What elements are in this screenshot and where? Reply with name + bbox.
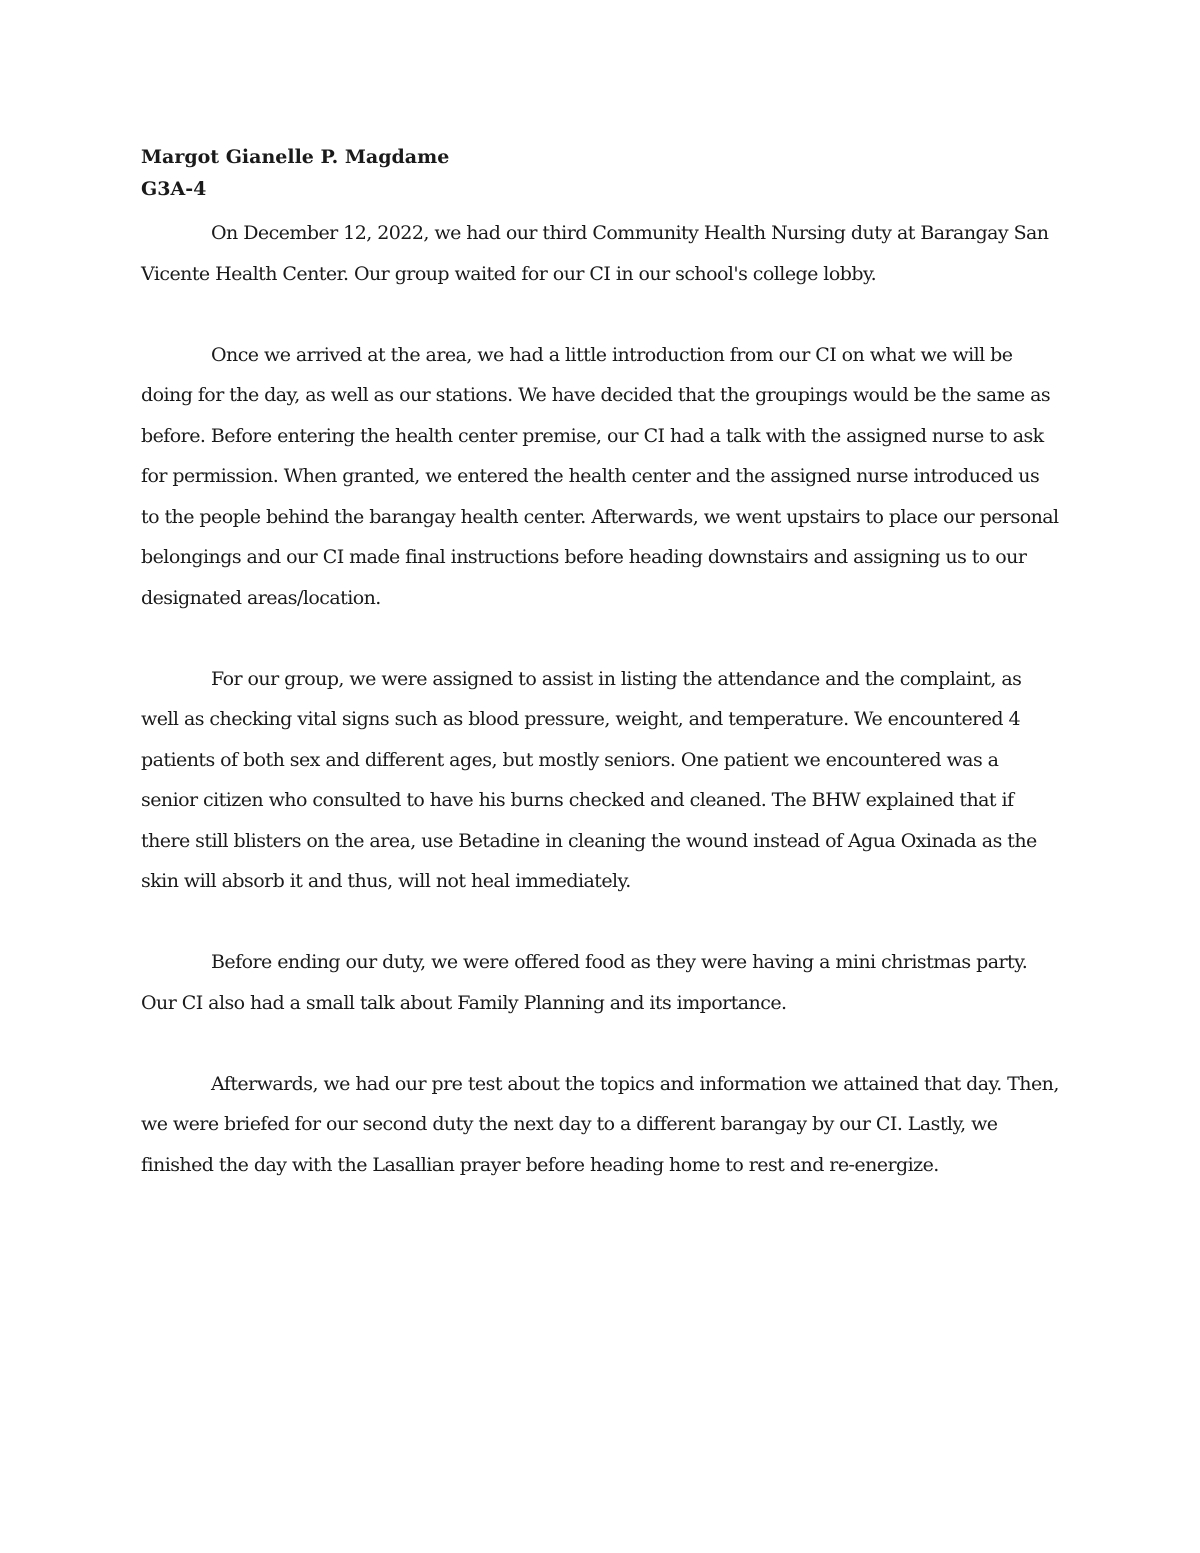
paragraph-5: Afterwards, we had our pre test about the topics and information we attained that day. Then, we were briefed for our second duty the next day to a different barangay by our CI. Lastly, we finished the day with the Lasallian prayer before heading home to rest and re-energize. [141, 1072, 1059, 1176]
paragraph-1: On December 12, 2022, we had our third Community Health Nursing duty at Barangay San Vicente Health Center. Our group waited for our CI in our school's college lobby. [141, 222, 1049, 285]
paragraph-2: Once we arrived at the area, we had a little introduction from our CI on what we will be doing for the day, as well as our stations. We have decided that the groupings would be the same as before. Before entering the health center premise, our CI had a talk with the assigned nurse to ask for permission. When granted, we entered the health center and the assigned nurse introduced us to the people behind the barangay health center. Afterwards, we went upstairs to place our personal belongings and our CI made final instructions before heading downstairs and assigning us to our designated areas/location. [141, 343, 1059, 609]
author-name: Margot Gianelle P. Magdame [141, 146, 450, 168]
section-code: G3A-4 [141, 178, 207, 200]
document-body [141, 141, 1059, 1226]
paragraph-4: Before ending our duty, we were offered food as they were having a mini christmas party. Our CI also had a small talk about Family Planning and its importance. [141, 951, 1028, 1014]
paragraph-3: For our group, we were assigned to assist in listing the attendance and the complaint, as well as checking vital signs such as blood pressure, weight, and temperature. We encountered 4 patients of both sex and different ages, but mostly seniors. One patient we encountered was a senior citizen who consulted to have his burns checked and cleaned. The BHW explained that if there still blisters on the area, use Betadine in cleaning the wound instead of Agua Oxinada as the skin will absorb it and thus, will not heal immediately. [141, 667, 1037, 892]
